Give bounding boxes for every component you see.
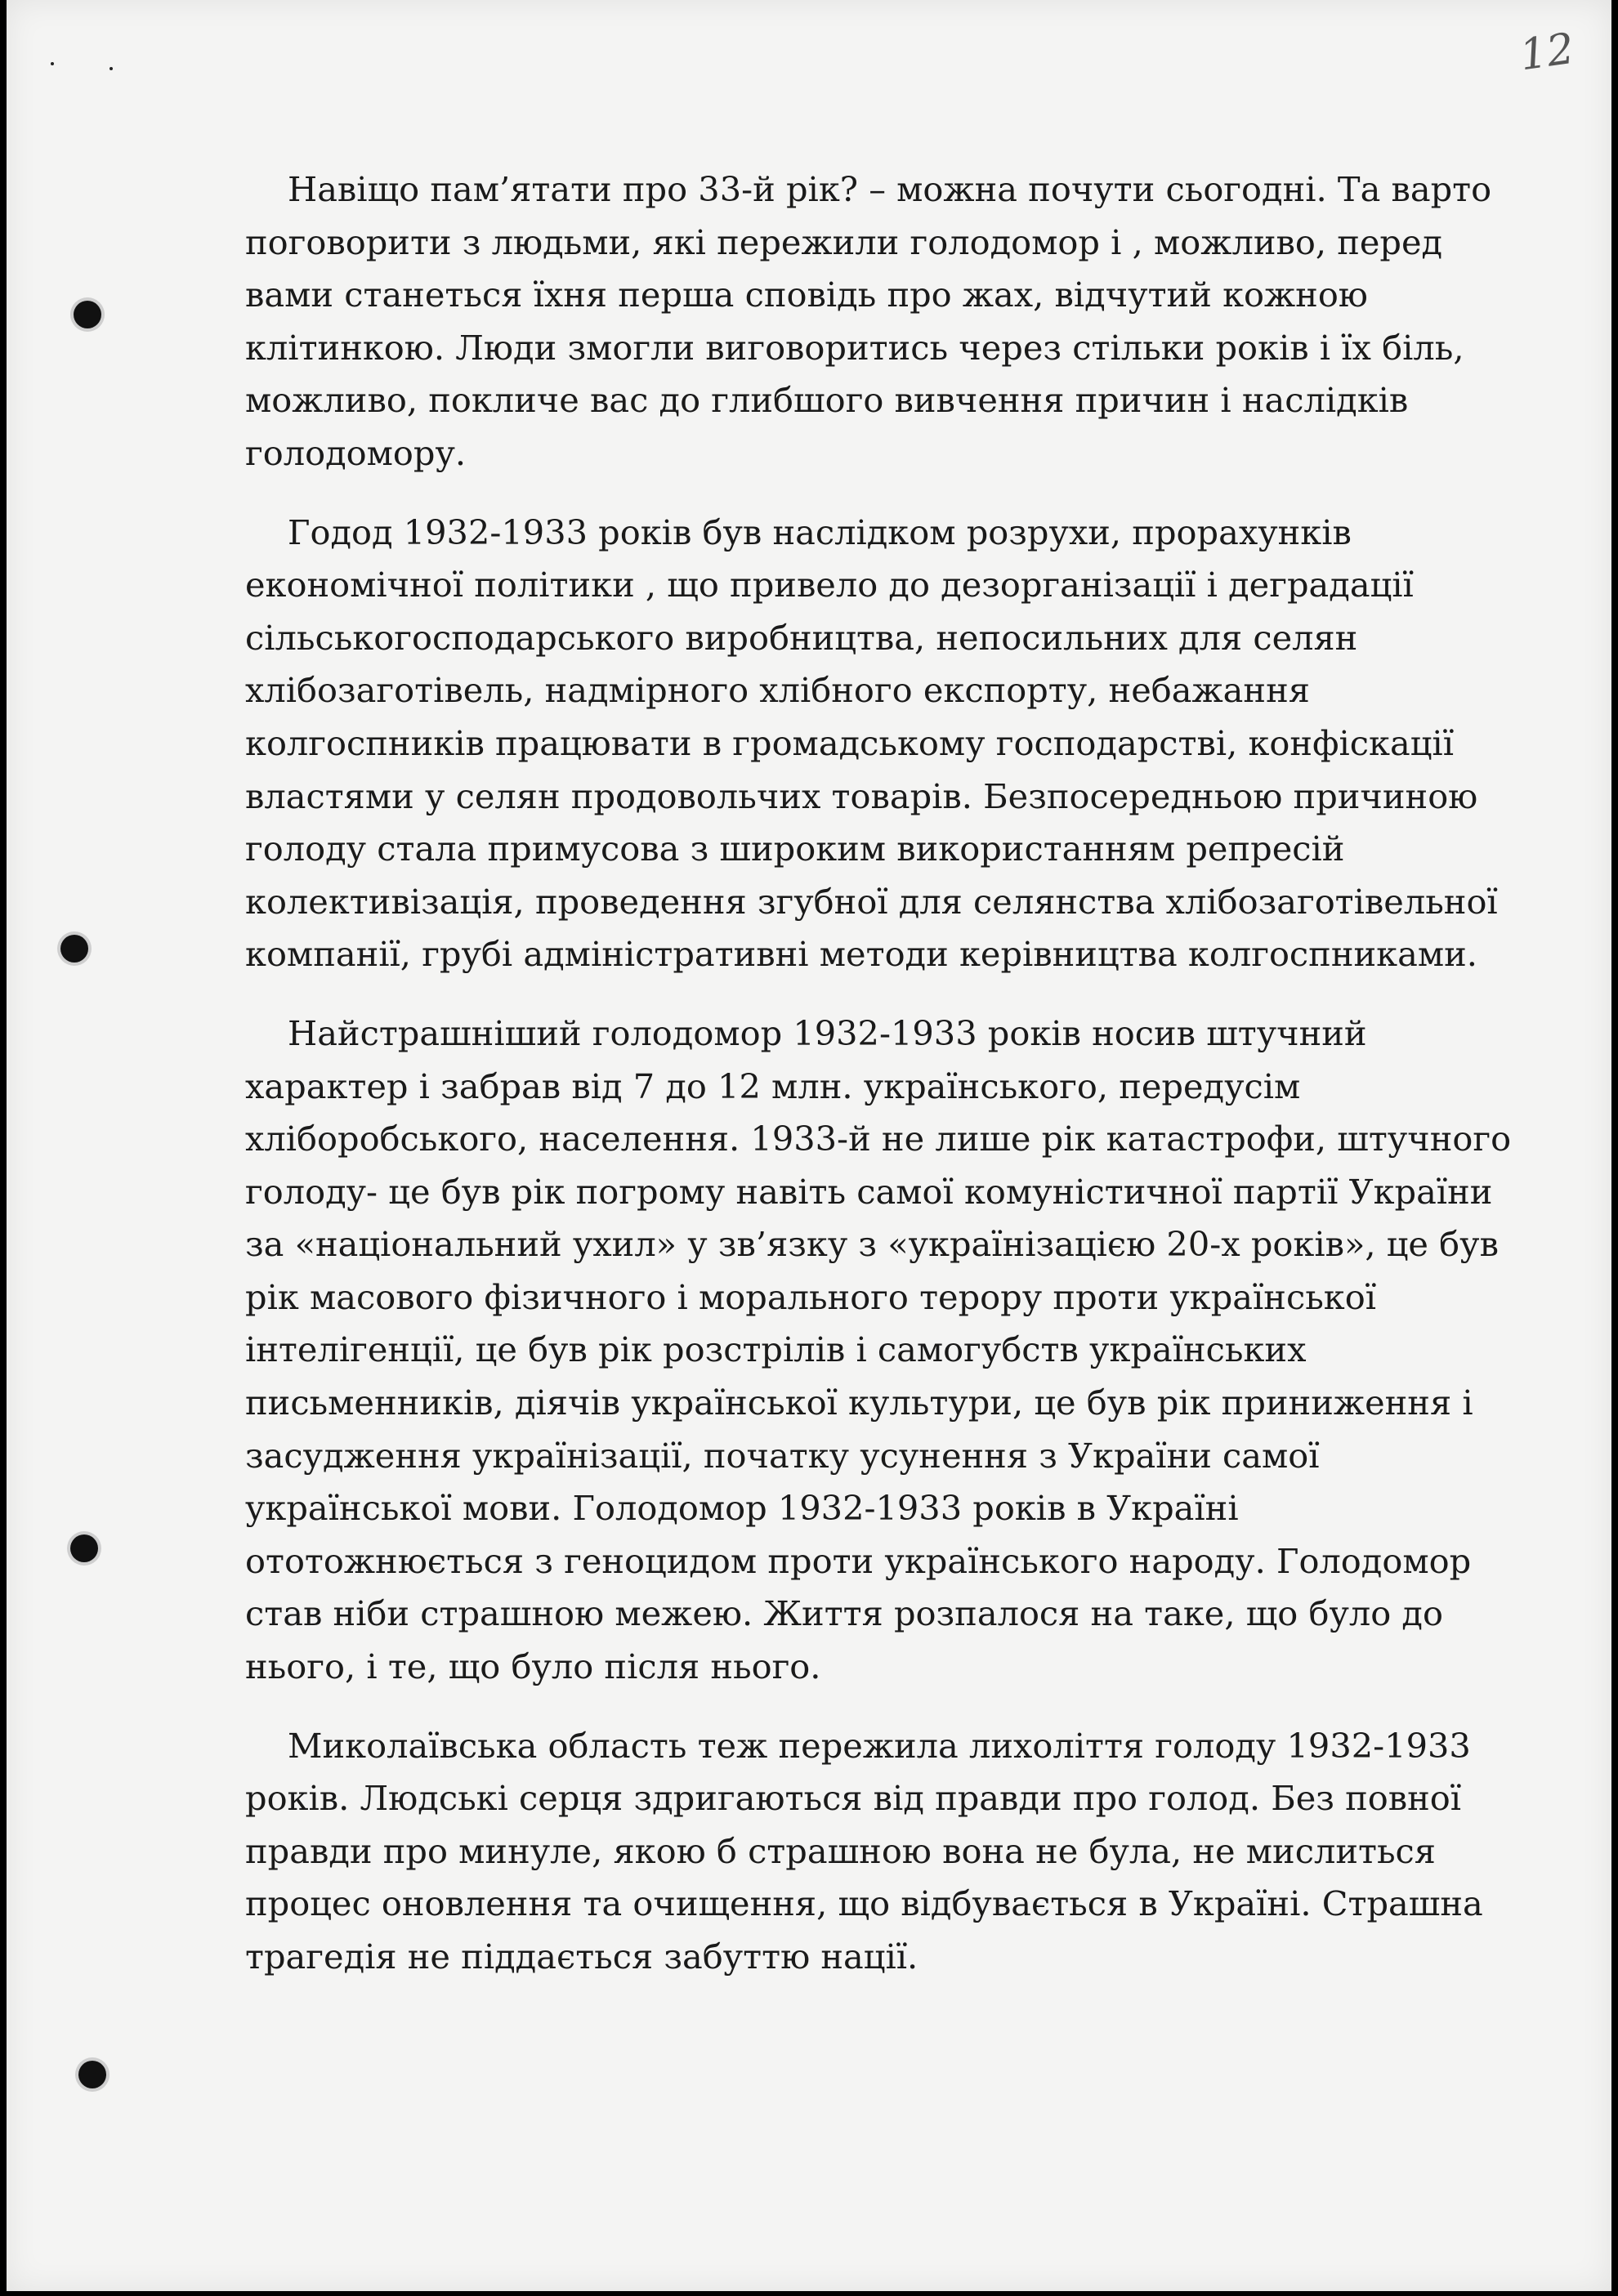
punch-hole	[74, 301, 101, 328]
punch-hole	[70, 1534, 98, 1562]
ink-speck	[51, 62, 54, 65]
document-page	[7, 0, 1611, 2291]
paragraph-4: Миколаївська область теж пережила лихоліття голоду 1932-1933 років. Людські серця здригаються від правди про голод. Без повної правди про минуле, якою б страшною вона не була, не мислиться процес оновлення та очищення, що відбувається в Україні. Страшна трагедія не піддається забуттю нації.	[245, 1725, 1483, 1977]
ink-speck	[110, 67, 113, 70]
paragraph-2: Годод 1932-1933 років був наслідком розрухи, прорахунків економічної політики , що привело до дезорганізації і деградації сільськогосподарського виробництва, непосильних для селян хлібозаготівель, надмірного хлібного експорту, небажання колгоспників працювати в громадському господарстві, конфіскації властями у селян продовольчих товарів. Безпосередньою причиною голоду стала примусова з широким використанням репресій колективізація, проведення згубної для селянства хлібозаготівельної компанії, грубі адміністративні методи керівництва колгоспниками.	[245, 511, 1498, 975]
paragraph-3: Найстрашніший голодомор 1932-1933 років носив штучний характер і забрав від 7 до 12 млн. українського, передусім хліборобського, населення. 1933-й не лише рік катастрофи, штучного голоду- це був рік погрому навіть самої комуністичної партії України за «національний ухил» у зв’язку з «українізацією 20-х років», це був рік масового фізичного і морального терору проти української інтелігенції, це був рік розстрілів і самогубств українських письменників, діячів української культури, це був рік приниження і засудження українізації, початку усунення з України самої української мови. Голодомор 1932-1933 років в Україні ототожнюється з геноцидом проти українського народу. Голодомор став ніби страшною межею. Життя розпалося на таке, що було до нього, і те, що було після нього.	[245, 1012, 1512, 1687]
punch-hole	[78, 2061, 106, 2088]
paragraph-1: Навіщо пам’ятати про 33-й рік? – можна почути сьогодні. Та варто поговорити з людьми, які пережили голодомор і , можливо, перед вами станеться їхня перша сповідь про жах, відчутий кожною клітинкою. Люди змогли виговоритись через стільки років і їх біль, можливо, покличе вас до глибшого вивчення причин і наслідків голодомору.	[245, 169, 1492, 473]
document-text	[245, 163, 1520, 2010]
punch-hole	[60, 935, 88, 963]
page-number: 12	[1517, 24, 1578, 81]
